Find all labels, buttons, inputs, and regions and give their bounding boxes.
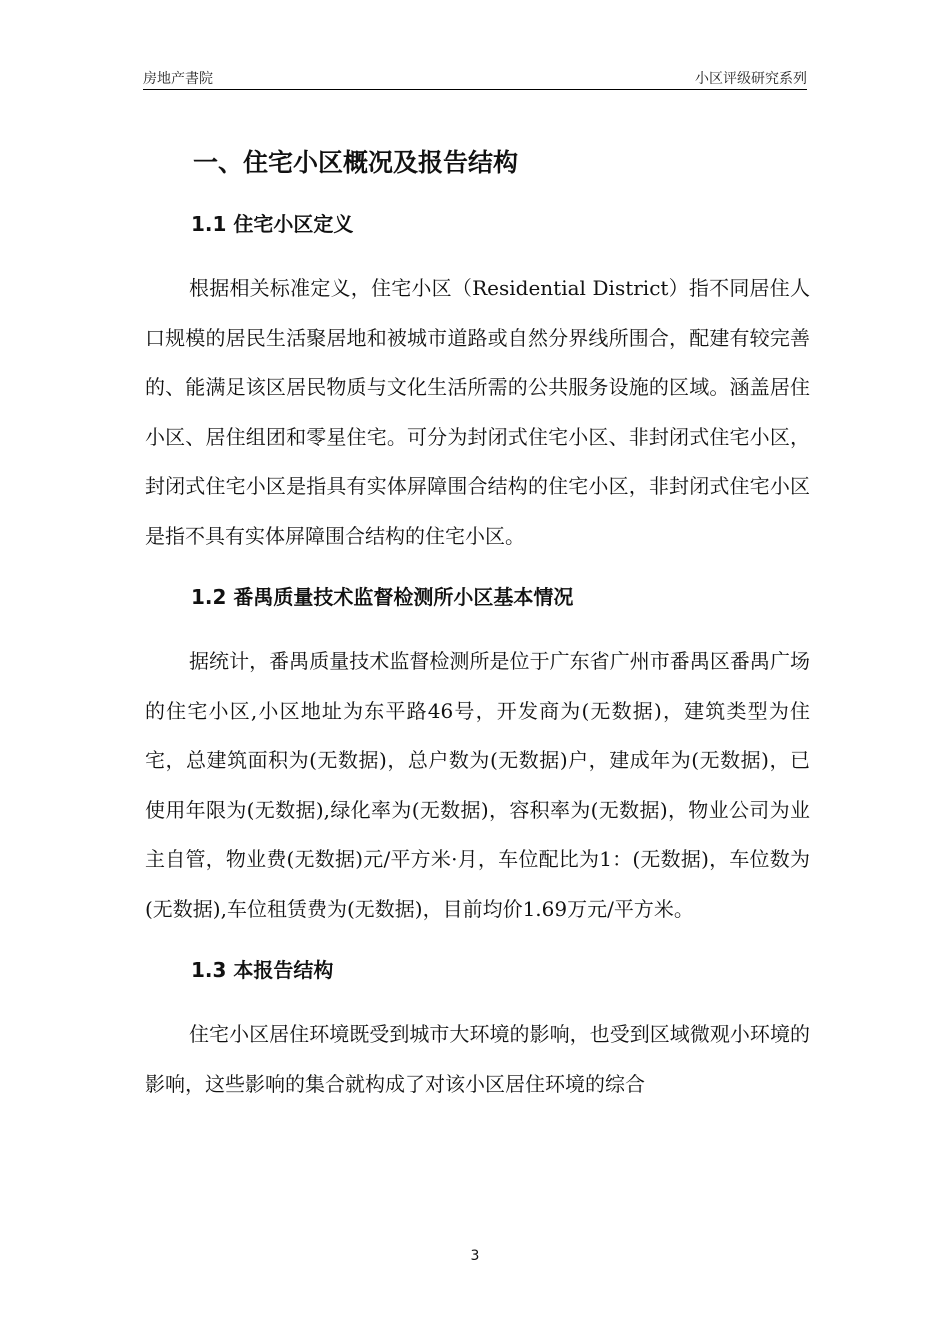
- header-series-title: 小区评级研究系列: [695, 71, 807, 87]
- section-paragraph-1-3: 住宅小区居住环境既受到城市大环境的影响，也受到区域微观小环境的影响，这些影响的集合就构成了对该小区居住环境的综合: [145, 1022, 810, 1096]
- page-number: 3: [470, 1248, 480, 1264]
- page-header: [143, 68, 807, 90]
- section-paragraph-1-2: 据统计，番禺质量技术监督检测所是位于广东省广州市番禺区番禺广场的住宅小区,小区地址为东平路46号，开发商为(无数据)，建筑类型为住宅，总建筑面积为(无数据)，总户数为(无数据)户，建成年为(无数据)，已使用年限为(无数据),绿化率为(无数据)，容积率为(无数据)，物业公司为业主自管，物业费(无数据)元/平方米·月，车位配比为1：(无数据)，车位数为(无数据),车位租赁费为(无数据)，目前均价1.69万元/平方米。: [145, 649, 810, 921]
- header-divider: [143, 89, 807, 90]
- header-publisher: 房地产書院: [143, 71, 213, 87]
- section-heading-1-3: 1.3 本报告结构: [191, 958, 334, 982]
- section-heading-1-2: 1.2 番禺质量技术监督检测所小区基本情况: [191, 585, 574, 609]
- chapter-title: 一、住宅小区概况及报告结构: [193, 148, 519, 177]
- section-heading-1-1: 1.1 住宅小区定义: [191, 212, 354, 236]
- document-body: [145, 140, 810, 1109]
- section-paragraph-1-1: 根据相关标准定义，住宅小区（Residential District）指不同居住人口规模的居民生活聚居地和被城市道路或自然分界线所围合，配建有较完善的、能满足该区居民物质与文化生活所需的公共服务设施的区域。涵盖居住小区、居住组团和零星住宅。可分为封闭式住宅小区、非封闭式住宅小区，封闭式住宅小区是指具有实体屏障围合结构的住宅小区，非封闭式住宅小区是指不具有实体屏障围合结构的住宅小区。: [145, 276, 810, 548]
